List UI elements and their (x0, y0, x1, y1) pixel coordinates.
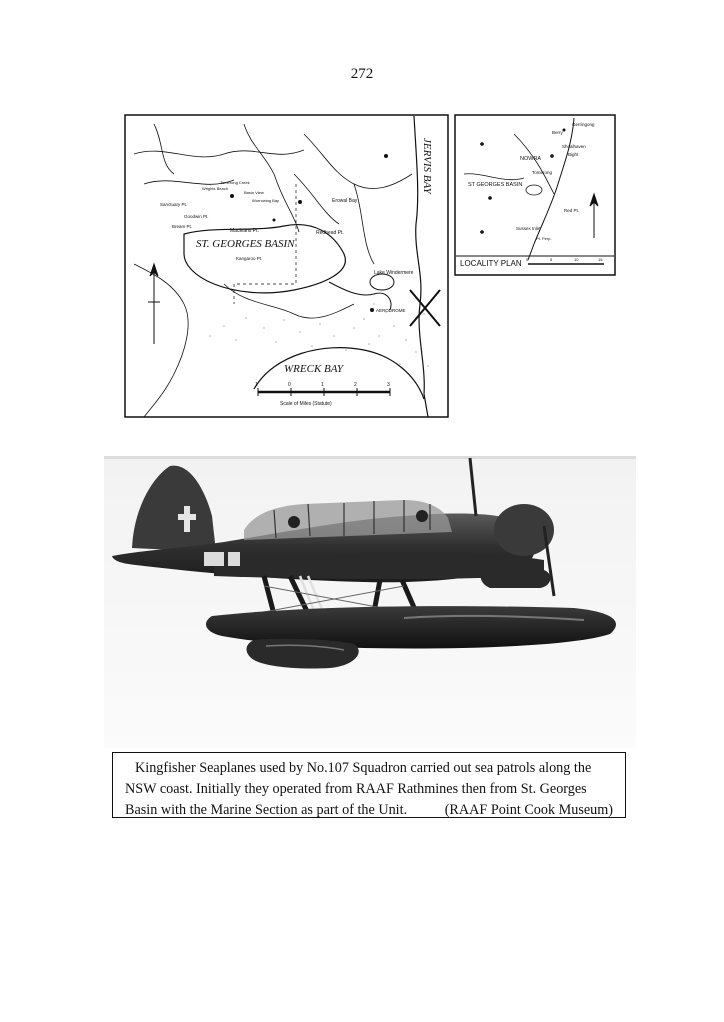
scale-tick-label: 2 (354, 382, 357, 388)
caption-line-3-row (125, 800, 613, 821)
map-label-goodwin-pt: Goodwin Pt. (184, 214, 209, 219)
inset-label-red-pt: Red Pt. (564, 208, 580, 213)
inset-label-shoalhaven: Shoalhaven (562, 144, 586, 149)
map-label-sanctuary-pt: Sanctuary Pt. (160, 202, 188, 207)
kingfisher-seaplane-photo (104, 456, 636, 748)
map-label-erowal-bay: Erowal Bay (332, 198, 358, 204)
inset-label-gerringong: Gerringong (572, 122, 595, 127)
map-label-bream-pt: Bream Pt. (172, 224, 193, 229)
scale-tick-label: 0 (288, 382, 291, 388)
map-label-aerodrome: AERODROME (376, 308, 406, 313)
map-label-st-georges-basin: ST. GEORGES BASIN (196, 238, 295, 250)
map-label-wrights-beach: Wrights Beach (202, 186, 228, 191)
locality-plan-map (454, 114, 616, 276)
locality-plan-title: LOCALITY PLAN (460, 259, 522, 268)
map-label-worrowing-bay: Worrowing Bay (252, 198, 280, 203)
inset-scale-tick: 10 (574, 257, 579, 262)
wingtip-float (481, 570, 551, 588)
inset-label-nowra: NOWRA (520, 156, 542, 162)
scale-tick-label: 1 (321, 382, 324, 388)
inset-label-pt-perp: Pt. Perp. (536, 236, 552, 241)
photo-credit: (RAAF Point Cook Museum) (444, 802, 613, 818)
caption-line-3: Basin with the Marine Section as part of the Unit. (125, 802, 408, 818)
map-label-wreck-bay: WRECK BAY (284, 363, 343, 375)
caption-line-2: NSW coast. Initially they operated from RAAF Rathmines then from St. Georges (125, 781, 587, 797)
map-label-basin-view: Basin View (244, 190, 264, 195)
inset-label-tomerong: Tomerong (532, 170, 553, 175)
map-label-lake-windermere: Lake Windermere (374, 270, 414, 276)
map-label-macleans-pt: Macleans Pt. (230, 228, 259, 234)
inset-scale-tick: 0 (526, 257, 529, 262)
inset-label-berry: Berry (552, 130, 563, 135)
st-georges-basin-map (124, 114, 449, 418)
inset-label-sussex-inlet: Sussex Inlet (516, 226, 541, 231)
page-number: 272 (350, 66, 374, 82)
inset-scale-tick: 15 (598, 257, 603, 262)
scale-tick-label: 1 (255, 382, 258, 388)
map-vertical-jervis-bay: JERVIS BAY (421, 138, 433, 194)
scale-tick-label: 3 (387, 382, 390, 388)
photo-caption (112, 752, 626, 818)
map-label-redhead-pt: Redhead Pt. (316, 230, 344, 236)
inset-scale-tick: 5 (550, 257, 553, 262)
inset-label-st-georges-basin: ST GEORGES BASIN (468, 182, 523, 188)
map-label-tomerong-creek: Tomerong Creek (220, 180, 250, 185)
inset-label-bight: Bight (568, 152, 579, 157)
map-scale-label: Scale of Miles (Statute) (280, 401, 332, 407)
caption-line-1: Kingfisher Seaplanes used by No.107 Squadron carried out sea patrols along the (135, 760, 592, 776)
map-label-kangaroo-pt: Kangaroo Pt. (236, 256, 263, 261)
